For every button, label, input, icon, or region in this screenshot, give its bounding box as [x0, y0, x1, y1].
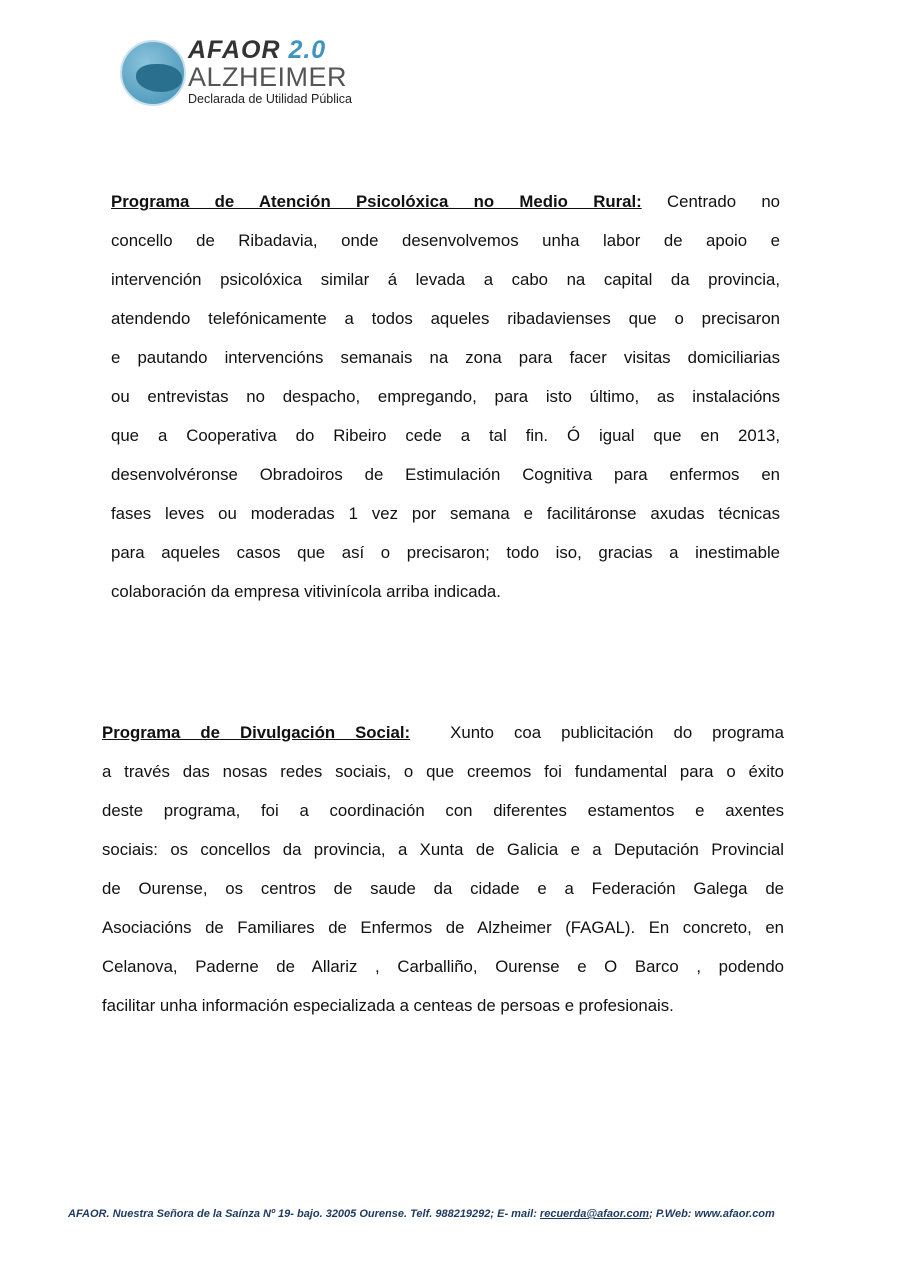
- paragraph-text: Xunto coa publicitación do programa: [410, 723, 784, 742]
- section-social-outreach: [102, 713, 784, 1025]
- paragraph-line: [111, 182, 780, 221]
- footer-address: AFAOR. Nuestra Señora de la Saínza Nº 19- bajo. 32005 Ourense. Telf. 988219292; E- mail:: [68, 1208, 540, 1220]
- paragraph-line: deste programa, foi a coordinación con diferentes estamentos e axentes: [102, 801, 784, 820]
- section-heading: Programa de Divulgación Social:: [102, 723, 411, 742]
- logo-subtitle: ALZHEIMER: [188, 62, 348, 92]
- section-heading: Programa de Atención Psicolóxica no Medio Rural:: [111, 192, 642, 211]
- paragraph-line: ou entrevistas no despacho, empregando, para isto último, as instalacións: [111, 387, 780, 406]
- paragraph-line: para aqueles casos que así o precisaron; todo iso, gracias a inestimable: [111, 543, 780, 562]
- paragraph-line: intervención psicolóxica similar á levada a cabo na capital da provincia,: [111, 270, 780, 289]
- paragraph-line: a través das nosas redes sociais, o que creemos foi fundamental para o éxito: [102, 762, 784, 781]
- logo-title: AFAOR 2.0: [188, 36, 327, 64]
- paragraph-line: colaboración da empresa vitivinícola arriba indicada.: [111, 582, 501, 601]
- paragraph-line: desenvolvéronse Obradoiros de Estimulación Cognitiva para enfermos en: [111, 465, 780, 484]
- email-link[interactable]: recuerda@afaor.com: [539, 1208, 650, 1220]
- paragraph-line: Asociacións de Familiares de Enfermos de Alzheimer (FAGAL). En concreto, en: [102, 918, 784, 937]
- paragraph-line: atendendo telefónicamente a todos aqueles ribadavienses que o precisaron: [111, 309, 780, 328]
- paragraph-line: fases leves ou moderadas 1 vez por semana e facilitáronse axudas técnicas: [111, 504, 780, 523]
- paragraph-text: Centrado no: [641, 192, 781, 211]
- paragraph-line: que a Cooperativa do Ribeiro cede a tal fin. Ó igual que en 2013,: [111, 426, 780, 445]
- footer-web: ; P.Web: www.afaor.com: [649, 1208, 775, 1220]
- paragraph-line: sociais: os concellos da provincia, a Xunta de Galicia e a Deputación Provincial: [102, 840, 784, 859]
- paragraph-line: de Ourense, os centros de saude da cidade e a Federación Galega de: [102, 879, 784, 898]
- page-footer: [68, 1208, 775, 1220]
- paragraph-line: concello de Ribadavia, onde desenvolvemos unha labor de apoio e: [111, 231, 780, 250]
- logo-tagline: Declarada de Utilidad Pública: [188, 92, 352, 106]
- paragraph-line: e pautando intervencións semanais na zona para facer visitas domiciliarias: [111, 348, 780, 367]
- logo-emblem-icon: [120, 40, 186, 106]
- paragraph-line: [102, 713, 784, 752]
- section-rural-psychology: [111, 182, 780, 611]
- paragraph-line: Celanova, Paderne de Allariz , Carballiño, Ourense e O Barco , podendo: [102, 957, 784, 976]
- paragraph-line: facilitar unha información especializada a centeas de persoas e profesionais.: [102, 996, 674, 1015]
- afaor-logo: [112, 32, 352, 112]
